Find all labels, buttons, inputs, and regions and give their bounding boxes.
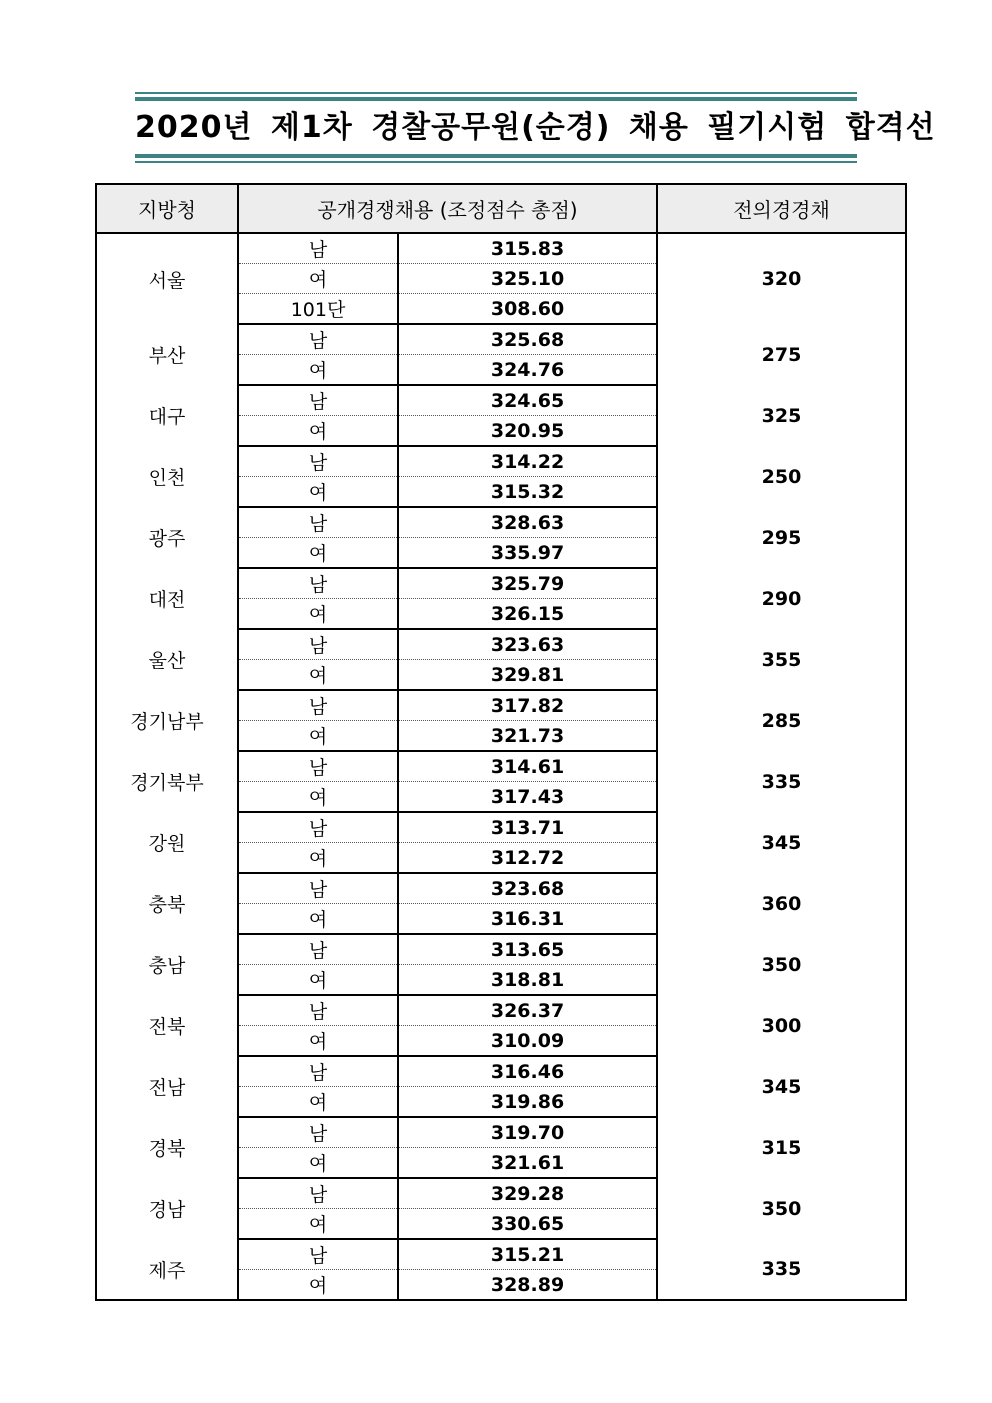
veteran-cell: 295 [657,507,906,568]
score-cell: 316.31 [398,904,657,935]
header-veteran: 전의경경채 [657,184,906,233]
title-block [135,92,936,163]
score-cell: 314.22 [398,446,657,477]
region-cell: 경기남부 [96,690,238,751]
score-cell: 326.37 [398,995,657,1026]
table-row [96,873,906,904]
table-row [96,324,906,355]
gender-cell: 남 [238,385,398,416]
gender-cell: 남 [238,873,398,904]
gender-cell: 여 [238,1209,398,1240]
table-row [96,1117,906,1148]
header-row [96,184,906,233]
score-cell: 325.79 [398,568,657,599]
table-row [96,690,906,721]
region-cell: 전남 [96,1056,238,1117]
score-cell: 325.68 [398,324,657,355]
veteran-cell: 360 [657,873,906,934]
score-cell: 314.61 [398,751,657,782]
score-cell: 321.73 [398,721,657,752]
gender-cell: 남 [238,324,398,355]
score-cell: 325.10 [398,264,657,294]
score-cell: 313.71 [398,812,657,843]
score-cell: 330.65 [398,1209,657,1240]
gender-cell: 남 [238,934,398,965]
table-row [96,934,906,965]
region-cell: 인천 [96,446,238,507]
veteran-cell: 250 [657,446,906,507]
score-cell: 315.21 [398,1239,657,1270]
gender-cell: 여 [238,721,398,752]
score-cell: 315.32 [398,477,657,508]
veteran-cell: 350 [657,934,906,995]
gender-cell: 여 [238,1087,398,1118]
score-cell: 323.63 [398,629,657,660]
header-region: 지방청 [96,184,238,233]
score-cell: 324.76 [398,355,657,386]
gender-cell: 남 [238,751,398,782]
region-cell: 대구 [96,385,238,446]
gender-cell: 여 [238,416,398,447]
score-cell: 324.65 [398,385,657,416]
veteran-cell: 350 [657,1178,906,1239]
score-cell: 326.15 [398,599,657,630]
score-cell: 329.81 [398,660,657,691]
gender-cell: 여 [238,538,398,569]
veteran-cell: 345 [657,1056,906,1117]
score-cell: 310.09 [398,1026,657,1057]
gender-cell: 남 [238,812,398,843]
gender-cell: 여 [238,843,398,874]
table-row [96,233,906,264]
gender-cell: 남 [238,995,398,1026]
table-header [96,184,906,233]
region-cell: 울산 [96,629,238,690]
gender-cell: 남 [238,1178,398,1209]
score-cell: 335.97 [398,538,657,569]
score-cell: 321.61 [398,1148,657,1179]
gender-cell: 여 [238,264,398,294]
score-cell: 312.72 [398,843,657,874]
region-cell: 경남 [96,1178,238,1239]
score-cell: 316.46 [398,1056,657,1087]
veteran-cell: 300 [657,995,906,1056]
gender-cell: 남 [238,629,398,660]
gender-cell: 여 [238,599,398,630]
score-cell: 323.68 [398,873,657,904]
table-row [96,751,906,782]
veteran-cell: 335 [657,751,906,812]
score-cell: 328.63 [398,507,657,538]
veteran-cell: 355 [657,629,906,690]
gender-cell: 여 [238,355,398,386]
table-row [96,995,906,1026]
header-open-recruit: 공개경쟁채용 (조정점수 총점) [238,184,657,233]
gender-cell: 남 [238,1117,398,1148]
table-row [96,812,906,843]
table-row [96,629,906,660]
score-cell: 318.81 [398,965,657,996]
table-row [96,1239,906,1270]
region-cell: 전북 [96,995,238,1056]
table-row [96,1056,906,1087]
region-cell: 대전 [96,568,238,629]
region-cell: 서울 [96,233,238,324]
gender-cell: 남 [238,568,398,599]
gender-cell: 남 [238,233,398,264]
veteran-cell: 285 [657,690,906,751]
gender-cell: 여 [238,1148,398,1179]
gender-cell: 여 [238,477,398,508]
table-row [96,507,906,538]
score-cell: 317.82 [398,690,657,721]
score-cell: 313.65 [398,934,657,965]
gender-cell: 여 [238,782,398,813]
region-cell: 광주 [96,507,238,568]
score-cell: 329.28 [398,1178,657,1209]
veteran-cell: 335 [657,1239,906,1300]
score-cell: 320.95 [398,416,657,447]
gender-cell: 남 [238,690,398,721]
region-cell: 강원 [96,812,238,873]
veteran-cell: 325 [657,385,906,446]
gender-cell: 여 [238,1026,398,1057]
table-row [96,568,906,599]
score-table-body [96,233,906,1300]
region-cell: 경북 [96,1117,238,1178]
score-cell: 315.83 [398,233,657,264]
gender-cell: 여 [238,660,398,691]
table-row [96,446,906,477]
veteran-cell: 345 [657,812,906,873]
gender-cell: 남 [238,1239,398,1270]
gender-cell: 여 [238,904,398,935]
gender-cell: 남 [238,1056,398,1087]
score-cell: 319.86 [398,1087,657,1118]
title-rule-top [135,92,857,101]
veteran-cell: 320 [657,233,906,324]
veteran-cell: 275 [657,324,906,385]
region-cell: 제주 [96,1239,238,1300]
gender-cell: 101단 [238,294,398,325]
page-title: 2020년 제1차 경찰공무원(순경) 채용 필기시험 합격선 [135,110,936,145]
region-cell: 충남 [96,934,238,995]
gender-cell: 남 [238,446,398,477]
region-cell: 부산 [96,324,238,385]
score-cell: 319.70 [398,1117,657,1148]
region-cell: 충북 [96,873,238,934]
table-row [96,1178,906,1209]
table-row [96,385,906,416]
score-cell: 308.60 [398,294,657,325]
gender-cell: 여 [238,1270,398,1301]
score-cell: 328.89 [398,1270,657,1301]
gender-cell: 여 [238,965,398,996]
veteran-cell: 315 [657,1117,906,1178]
region-cell: 경기북부 [96,751,238,812]
score-table [95,183,907,1301]
title-rule-bottom [135,154,857,163]
veteran-cell: 290 [657,568,906,629]
gender-cell: 남 [238,507,398,538]
score-cell: 317.43 [398,782,657,813]
